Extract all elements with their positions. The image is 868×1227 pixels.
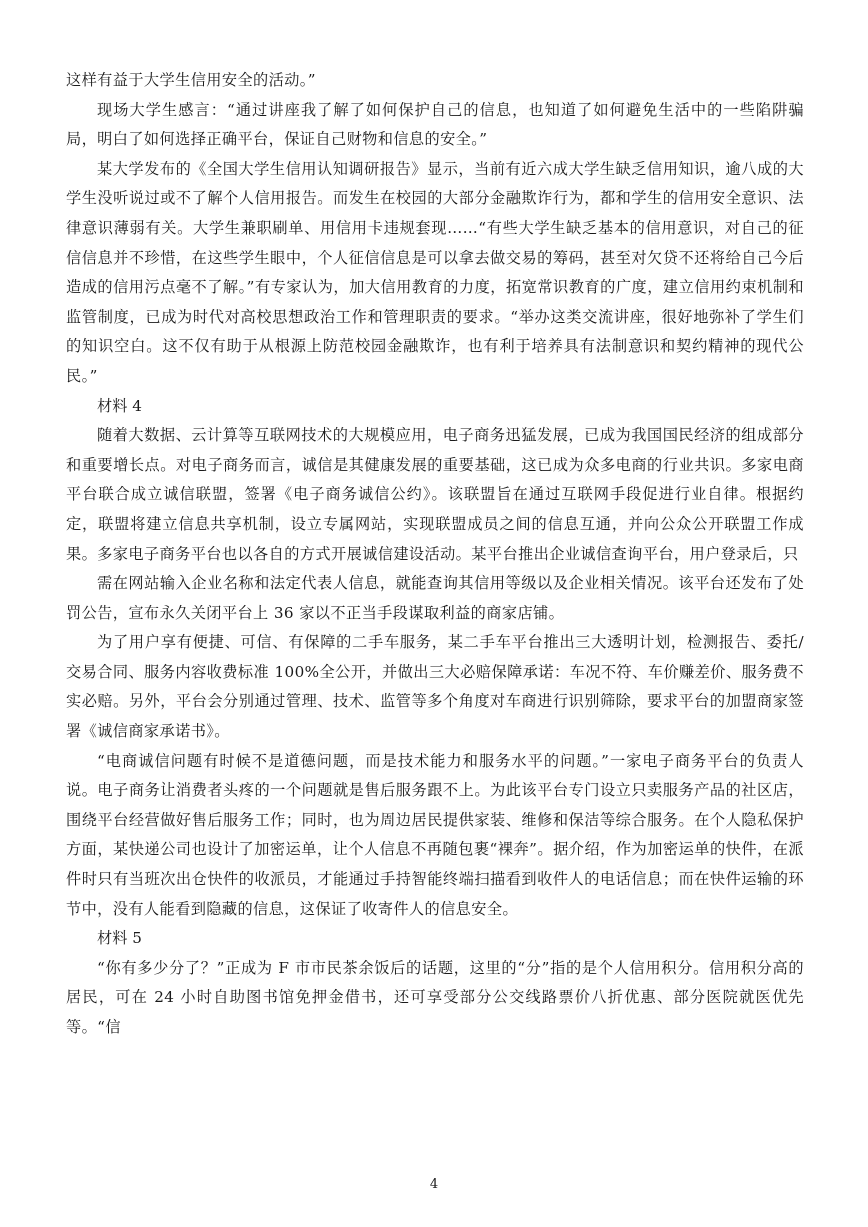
paragraph: 现场大学生感言：“通过讲座我了解了如何保护自己的信息，也知道了如何避免生活中的一些陷阱骗局，明白了如何选择正确平台，保证自己财物和信息的安全。” — [66, 100, 804, 149]
page-number: 4 — [429, 1177, 439, 1192]
paragraph: “电商诚信问题有时候不是道德问题，而是技术能力和服务水平的问题。”一家电子商务平台的负责人说。电子商务让消费者头疼的一个问题就是售后服务跟不上。为此该平台专门设立只卖服务产品的社区店， 围绕平台经营做好售后服务工作；同时，也为周边居民提供家装、维修和保洁等综合服务。在个人隐私保护方面，某快递公司也设计了加密运单，让个人信息不再随包裹“裸奔”。据介绍，作为加密运单的快件，在派件时只有当班次出仓快件的收派员，才能通过手持智能终端扫描看到收件人的电话信息；而在快件运输的环节中，没有人能看到隐藏的信息，这保证了收寄件人的信息安全。 — [66, 751, 804, 918]
section-heading-material-5: 材料 5 — [97, 929, 142, 948]
paragraph: 为了用户享有便捷、可信、有保障的二手车服务，某二手车平台推出三大透明计划，检测报告、委托/ 交易合同、服务内容收费标准 100%全公开，并做出三大必赔保障承诺：车况不符、车价赚差价、服务费不实必赔。另外，平台会分别通过管理、技术、监管等多个角度对车商进行识别筛除，要求平台的加盟商家签署《诚信商家承诺书》。 — [66, 633, 804, 741]
paragraph: “你有多少分了？”正成为 F 市市民茶余饭后的话题，这里的“分”指的是个人信用积分。信用积分高的居民，可在 24 小时自助图书馆免押金借书，还可享受部分公交线路票价八折优惠、部分医院就医优先等。“信 — [66, 958, 804, 1036]
section-heading-material-4: 材料 4 — [97, 396, 142, 415]
document-body — [66, 66, 804, 1043]
paragraph: 需在网站输入企业名称和法定代表人信息，就能查询其信用等级以及企业相关情况。该平台还发布了处罚公告，宣布永久关闭平台上 36 家以不正当手段谋取利益的商家店铺。 — [66, 574, 804, 622]
paragraph: 随着大数据、云计算等互联网技术的大规模应用，电子商务迅猛发展，已成为我国国民经济的组成部分和重要增长点。对电子商务而言，诚信是其健康发展的重要基础，这已成为众多电商的行业共识。多家电商平台联合成立诚信联盟，签署《电子商务诚信公约》。该联盟旨在通过互联网手段促进行业自律。根据约定，联盟将建立信息共享机制，设立专属网站，实现联盟成员之间的信息互通，并向公众公开联盟工作成果。多家电子商务平台也以各自的方式开展诚信建设活动。某平台推出企业诚信查询平台，用户登录后，只 — [66, 426, 804, 563]
paragraph: 某大学发布的《全国大学生信用认知调研报告》显示，当前有近六成大学生缺乏信用知识，逾八成的大学生没听说过或不了解个人信用报告。而发生在校园的大部分金融欺诈行为，都和学生的信用安全意识、法律意识薄弱有关。大学生兼职刷单、用信用卡违规套现……“有些大学生缺乏基本的信用意识，对自己的征信信息并不珍惜，在这些学生眼中，个人征信信息是可以拿去做交易的筹码，甚至对欠贷不还将给自己今后造成的信用污点毫不了解。”有专家认为，加大信用教育的力度，拓宽常识教育的广度，建立信用约束机制和监管制度，已成为时代对高校思想政治工作和管理职责的要求。“举办这类交流讲座，很好地弥补了学生们的知识空白。这不仅有助于从根源上防范校园金融欺诈，也有利于培养具有法制意识和契约精神的现代公民。” — [66, 159, 804, 385]
paragraph: 这样有益于大学生信用安全的活动。” — [66, 71, 316, 89]
